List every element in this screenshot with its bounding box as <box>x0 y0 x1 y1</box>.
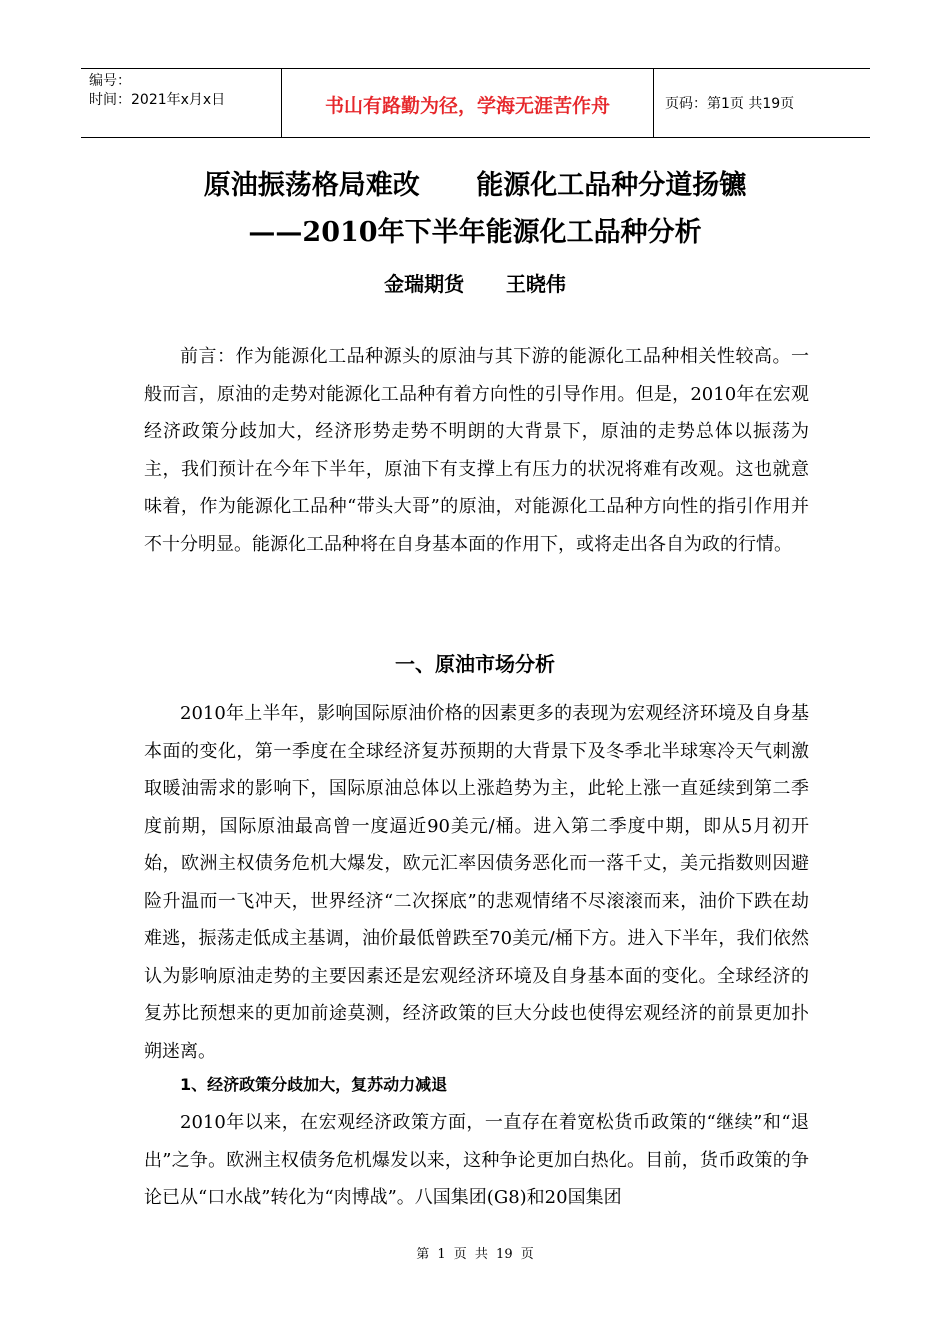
document-header <box>81 68 870 138</box>
body-paragraph-2: 2010年以来，在宏观经济政策方面，一直存在着宽松货币政策的“继续”和“退出”之争。欧洲主权债务危机爆发以来，这种争论更加白热化。目前，货币政策的争论已从“口水战”转化为“肉博战”。八国集团(G8)和20国集团 <box>144 1112 809 1208</box>
page-info: 页码：第1页 共19页 <box>665 96 795 112</box>
subsection-heading: 1、经济政策分歧加大，复苏动力减退 <box>180 1075 448 1094</box>
section-heading: 一、原油市场分析 <box>395 652 555 676</box>
header-meta-cell <box>81 69 282 137</box>
author-line: 金瑞期货 王晓伟 <box>384 272 566 296</box>
motto: 书山有路勤为径，学海无涯苦作舟 <box>282 69 654 137</box>
date-label: 时间：2021年x月x日 <box>89 92 226 108</box>
document-title-line2: ——2010年下半年能源化工品种分析 <box>248 217 702 248</box>
document-title-line1: 原油振荡格局难改 能源化工品种分道扬镳 <box>203 170 747 201</box>
intro-paragraph: 前言：作为能源化工品种源头的原油与其下游的能源化工品种相关性较高。一般而言，原油的走势对能源化工品种有着方向性的引导作用。但是，2010年在宏观经济政策分歧加大，经济形势走势不明朗的大背景下，原油的走势总体以振荡为主，我们预计在今年下半年，原油下有支撑上有压力的状况将难有改观。这也就意味着，作为能源化工品种“带头大哥”的原油，对能源化工品种方向性的指引作用并不十分明显。能源化工品种将在自身基本面的作用下，或将走出各自为政的行情。 <box>144 346 809 555</box>
code-label: 编号： <box>89 73 131 89</box>
page-footer: 第 1 页 共 19 页 <box>416 1247 534 1262</box>
body-paragraph: 2010年上半年，影响国际原油价格的因素更多的表现为宏观经济环境及自身基本面的变化，第一季度在全球经济复苏预期的大背景下及冬季北半球寒冷天气刺激取暖油需求的影响下，国际原油总体以上涨趋势为主，此轮上涨一直延续到第二季度前期，国际原油最高曾一度逼近90美元/桶。进入第二季度中期，即从5月初开始，欧洲主权债务危机大爆发，欧元汇率因债务恶化而一落千丈，美元指数则因避险升温而一飞冲天，世界经济“二次探底”的悲观情绪不尽滚滚而来，油价下跌在劫难逃，振荡走低成主基调，油价最低曾跌至70美元/桶下方。进入下半年，我们依然认为影响原油走势的主要因素还是宏观经济环境及自身基本面的变化。全球经济的复苏比预想来的更加前途莫测，经济政策的巨大分歧也使得宏观经济的前景更加扑朔迷离。 <box>144 703 809 1062</box>
